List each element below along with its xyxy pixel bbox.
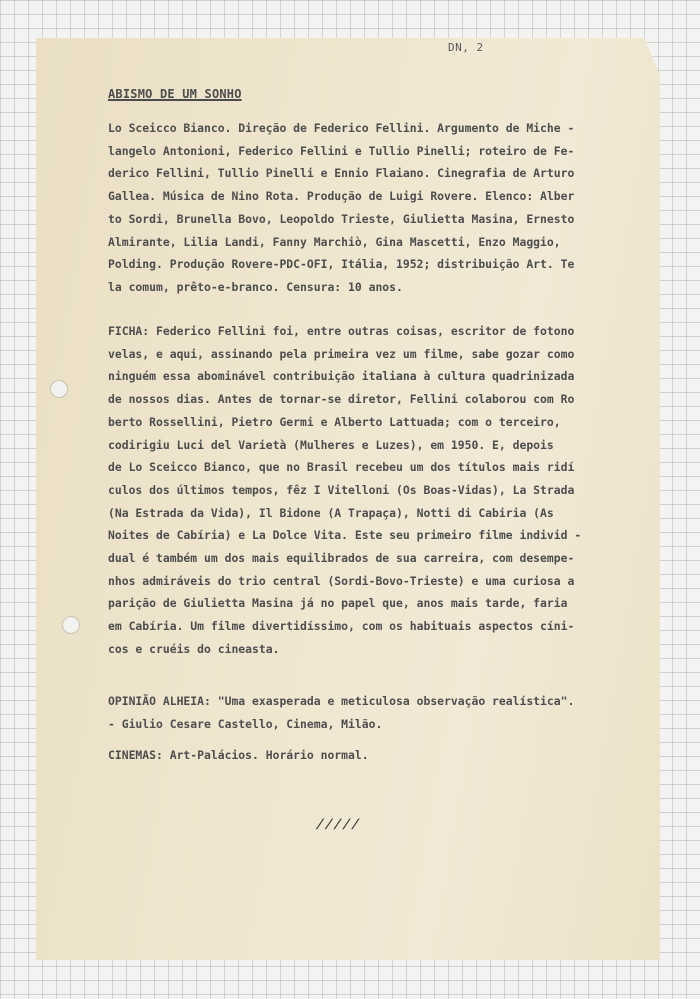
opinion-paragraph: OPINIÃO ALHEIA: "Uma exasperada e meticulosa observação realística". - Giulio Cesare Castello, Cinema, Milão. (108, 694, 575, 731)
cinemas-paragraph: CINEMAS: Art-Palácios. Horário normal. (108, 748, 369, 762)
closing-marks: ///// (314, 817, 362, 832)
punch-hole (50, 380, 68, 398)
credits-paragraph: Lo Sceicco Bianco. Direção de Federico Fellini. Argumento de Miche - langelo Antonioni, Federico Fellini e Tullio Pinelli; roteiro de Fe- derico Fellini, Tullio Pinelli e Ennio Flaiano. Cinegrafia de Arturo Gallea. Música de Nino Rota. Produção de Luigi Rovere. Elenco: Alber to Sordi, Brunella Bovo, Leopoldo Trieste, Giulietta Masina, Ernesto Almirante, Lilia Landi, Fanny Marchiò, Gina Mascetti, Enzo Maggio, Polding. Produção Rovere-PDC-OFI, Itália, 1952; distribuição Art. Te la comum, prêto-e-branco. Censura: 10 anos. (108, 121, 575, 294)
ficha-paragraph: FICHA: Federico Fellini foi, entre outras coisas, escritor de fotono velas, e aqui, assinando pela primeira vez um filme, sabe gozar como ninguém essa abominável contribuição italiana à cultura quadrinizada de nossos dias. Antes de tornar-se diretor, Fellini colaborou com Ro berto Rossellini, Pietro Germi e Alberto Lattuada; com o terceiro, codirigiu Luci del Varietà (Mulheres e Luzes), em 1950. E, depois de Lo Sceicco Bianco, que no Brasil recebeu um dos títulos mais ridí culos dos últimos tempos, fêz I Vitelloni (Os Boas-Vidas), La Strada (Na Estrada da Vida), Il Bidone (A Trapaça), Notti di Cabiria (As Noites de Cabíria) e La Dolce Vita. Este seu primeiro filme individ - dual é também um dos mais equilibrados de sua carreira, com desempe- nhos admiráveis do trio central (Sordi-Bovo-Trieste) e uma curiosa a parição de Giulietta Masina já no papel que, anos mais tarde, faria em Cabíria. Um filme divertidíssimo, com os habituais aspectos cíni- cos e cruéis do cineasta. (108, 324, 582, 656)
punch-hole (62, 616, 80, 634)
document-title: ABISMO DE UM SONHO (108, 87, 242, 101)
page-number: DN, 2 (448, 41, 484, 54)
